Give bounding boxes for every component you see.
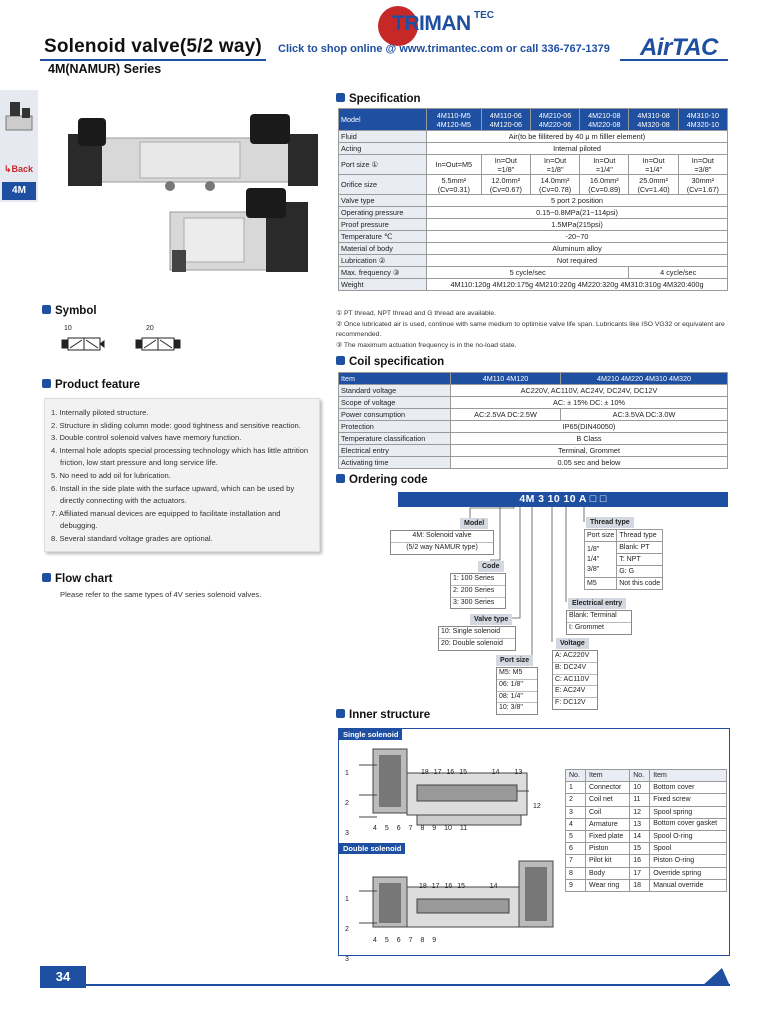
- ordering-label-thread-type: Thread type: [586, 517, 634, 528]
- parts-row: 8 Body 17 Override spring: [566, 867, 727, 879]
- spec-orifice: 14.0mm² (Cv=0.78): [530, 175, 579, 195]
- section-symbol: Symbol: [42, 305, 97, 317]
- coil-value: 0.05 sec and below: [451, 457, 728, 469]
- coil-value: IP65(DIN40050): [451, 421, 728, 433]
- single-solenoid-valve-image: [170, 188, 308, 272]
- thread-row: Port size Thread type: [585, 530, 663, 542]
- section-product-feature: Product feature: [42, 379, 140, 391]
- spec-label: Max. frequency ③: [339, 267, 427, 279]
- spec-label: Temperature ℃: [339, 231, 427, 243]
- feature-item: 7. Affiliated manual devices are equipped to facilitate installation and debugging.: [51, 508, 281, 531]
- spec-model: 4M110-06 4M120-06: [481, 109, 530, 131]
- parts-row: 9 Wear ring 18 Manual override: [566, 879, 727, 891]
- single-top-callouts: 18 17 16 15 14 13: [421, 769, 523, 776]
- spec-weights: [427, 279, 728, 291]
- ordering-option: I: Grommet: [569, 623, 605, 631]
- footnote: ③ The maximum actuation frequency is in the no-load state.: [336, 341, 517, 349]
- spec-row-frequency: [339, 267, 728, 279]
- spec-value: Internal piloted: [427, 143, 728, 155]
- coil-label: Scope of voltage: [339, 397, 451, 409]
- coil-row: [339, 409, 728, 421]
- spec-label: Valve type: [339, 195, 427, 207]
- spec-weight: 4M120:175g: [492, 280, 534, 289]
- spec-row: [339, 195, 728, 207]
- parts-row: 2 Coil net 11 Fixed screw: [566, 794, 727, 806]
- spec-label: Port size ①: [339, 155, 427, 175]
- parts-row: 5 Fixed plate 14 Spool O-ring: [566, 830, 727, 842]
- coil-table: [338, 372, 728, 469]
- page-title: Solenoid valve(5/2 way): [44, 36, 262, 57]
- brand-logo: AirTAC: [640, 34, 718, 61]
- ordering-option: C: AC110V: [553, 675, 597, 687]
- thread-row: M5 Not this code: [585, 578, 663, 590]
- specification-table: [338, 108, 728, 291]
- feature-item: 8. Several standard voltage grades are optional.: [51, 533, 213, 543]
- spec-value: 0.15~0.8MPa(21~114psi): [427, 207, 728, 219]
- ordering-option: E: AC24V: [553, 686, 597, 698]
- spec-port: In=Out =1/8": [530, 155, 579, 175]
- spec-label: Proof pressure: [339, 219, 427, 231]
- spec-value: Air(to be fillitered by 40 μ m filller element): [427, 131, 728, 143]
- spec-row: [339, 231, 728, 243]
- footnote: ① PT thread, NPT thread and G thread are available.: [336, 310, 496, 317]
- logo-text: TRIMAN: [392, 12, 471, 35]
- coil-value: Terminal, Grommet: [451, 445, 728, 457]
- shop-link[interactable]: Click to shop online @ www.trimantec.com or call 336-767-1379: [278, 43, 610, 55]
- inner-structure-panel: [338, 728, 730, 963]
- coil-head: Item: [339, 373, 451, 385]
- ordering-box-port-size: [496, 667, 538, 715]
- spec-value: 5 port 2 position: [427, 195, 728, 207]
- ordering-option: F: DC12V: [555, 699, 586, 707]
- spec-label: Acting: [339, 143, 427, 155]
- single-solenoid-header: Single solenoid: [339, 729, 402, 740]
- spec-model-label: Model: [339, 109, 427, 131]
- spec-row: [339, 255, 728, 267]
- coil-label: Temperature classification: [339, 433, 451, 445]
- ordering-box-electrical-entry: [566, 610, 632, 635]
- spec-weight: 4M210:220g: [535, 280, 576, 289]
- coil-value: AC:3.5VA DC:3.0W: [561, 409, 728, 421]
- valve-thumbnail-icon: [0, 90, 38, 160]
- ordering-label-model: Model: [460, 518, 488, 529]
- footnote: ② Once lubricated air is used, continue with same medium to optimise valve life span. Lubricants like ISO VG32 or equivalent are recommended.: [336, 320, 725, 338]
- spec-row: [339, 219, 728, 231]
- thread-sizes: 1/8" 1/4" 3/8": [585, 542, 617, 578]
- coil-label: Activating time: [339, 457, 451, 469]
- spec-row: [339, 243, 728, 255]
- parts-row: 3 Coil 12 Spool spring: [566, 806, 727, 818]
- spec-port: In=Out=M5: [427, 155, 482, 175]
- section-ordering-code: Ordering code: [336, 474, 428, 486]
- double-bottom-callouts: 4 5 6 7 8 9: [373, 937, 437, 944]
- section-flow-chart: Flow chart: [42, 573, 113, 585]
- double-top-callouts: 18 17 16 15 14: [419, 883, 498, 890]
- spec-value: Not required: [427, 255, 728, 267]
- spec-port: In=Out =1/4": [629, 155, 678, 175]
- coil-label: Power consumption: [339, 409, 451, 421]
- coil-head: 4M210 4M220 4M310 4M320: [561, 373, 728, 385]
- spec-row: [339, 131, 728, 143]
- ordering-option: (5/2 way NAMUR type): [406, 543, 478, 551]
- ordering-option: 10: Single solenoid: [439, 627, 515, 639]
- ordering-box-code: [450, 573, 506, 609]
- spec-weight: 4M220:320g: [577, 280, 619, 289]
- spec-weight: 4M110:120g: [450, 280, 491, 289]
- symbol-double-solenoid: [136, 338, 180, 350]
- spec-orifice: 16.0mm² (Cv=0.89): [580, 175, 629, 195]
- spec-row: [339, 143, 728, 155]
- section-bullet-icon: [42, 573, 51, 582]
- parts-row: 7 Pilot kit 16 Piston O-ring: [566, 855, 727, 867]
- ordering-option: 2: 200 Series: [451, 586, 505, 598]
- spec-label: Fluid: [339, 131, 427, 143]
- coil-row: [339, 385, 728, 397]
- double-solenoid-header: Double solenoid: [339, 843, 405, 854]
- footer-rule: [86, 984, 730, 986]
- feature-item: 1. Internally piloted structure.: [51, 408, 149, 417]
- parts-row: 4 Armature 13 Bottom cover gasket: [566, 818, 727, 830]
- coil-value: B Class: [451, 433, 728, 445]
- spec-orifice: 30mm² (Cv=1.67): [678, 175, 727, 195]
- coil-row: [339, 457, 728, 469]
- coil-header-row: [339, 373, 728, 385]
- airtac-mark-icon: [700, 966, 732, 988]
- spec-orifice: 12.0mm² (Cv=0.67): [481, 175, 530, 195]
- coil-row: [339, 421, 728, 433]
- feature-item: 2. Structure in sliding column mode: good tightness and sensitive reaction.: [51, 420, 301, 430]
- section-bullet-icon: [336, 93, 345, 102]
- parts-row: 6 Piston 15 Spool: [566, 843, 727, 855]
- section-bullet-icon: [336, 474, 345, 483]
- spec-model: 4M210-06 4M220-06: [530, 109, 579, 131]
- coil-label: Protection: [339, 421, 451, 433]
- parts-table: [565, 769, 727, 892]
- series-subtitle: 4M(NAMUR) Series: [48, 62, 162, 76]
- spec-footnotes: [336, 309, 736, 351]
- spec-value: Aluminum alloy: [427, 243, 728, 255]
- single-left-callouts: 1 2 3: [345, 770, 349, 837]
- ordering-option: A: AC220V: [553, 651, 597, 663]
- title-underline: [40, 59, 266, 61]
- ordering-box-valve-type: [438, 626, 516, 651]
- spec-weight: 4M310:310g: [620, 280, 661, 289]
- spec-value: 1.5MPa(215psi): [427, 219, 728, 231]
- thread-row: 1/8" 1/4" 3/8" Blank: PT: [585, 542, 663, 554]
- spec-value: 5 cycle/sec: [427, 267, 629, 279]
- spec-model: 4M310-10 4M320-10: [678, 109, 727, 131]
- page-number: 34: [40, 966, 86, 988]
- parts-header-row: No. Item No. Item: [566, 770, 727, 782]
- section-bullet-icon: [42, 305, 51, 314]
- spec-label: Orifice size: [339, 175, 427, 195]
- double-solenoid-cross-section: [347, 857, 567, 947]
- feature-item: 5. No need to add oil for lubrication.: [51, 470, 171, 480]
- ordering-label-valve-type: Valve type: [470, 614, 512, 625]
- section-bullet-icon: [42, 379, 51, 388]
- coil-head: 4M110 4M120: [451, 373, 561, 385]
- spec-header-row: [339, 109, 728, 131]
- ordering-thread-table: [584, 529, 663, 590]
- double-solenoid-valve-image: [68, 114, 318, 191]
- spec-model: 4M310-08 4M320-08: [629, 109, 678, 131]
- ordering-label-voltage: Voltage: [556, 638, 589, 649]
- ordering-box-model: [390, 530, 494, 555]
- ordering-option: B: DC24V: [553, 663, 597, 675]
- coil-value: AC:2.5VA DC:2.5W: [451, 409, 561, 421]
- thread-row: G: G: [585, 566, 663, 578]
- symbol-label-20: 20: [146, 325, 154, 332]
- symbol-single-solenoid: [62, 338, 104, 350]
- spec-orifice: 5.5mm² (Cv=0.31): [427, 175, 482, 195]
- feature-list: [44, 398, 320, 552]
- back-link[interactable]: ↳Back: [4, 164, 34, 174]
- spec-orifice: 25.0mm² (Cv=1.40): [629, 175, 678, 195]
- section-inner-structure: Inner structure: [336, 709, 430, 721]
- ordering-option: M5: M5: [497, 668, 537, 680]
- spec-row-orifice: [339, 175, 728, 195]
- spec-label: Operating pressure: [339, 207, 427, 219]
- feature-item: 3. Double control solenoid valves have memory function.: [51, 433, 242, 443]
- ordering-option: 06: 1/8": [497, 680, 537, 692]
- side-nav: [0, 90, 38, 202]
- product-photo: [60, 100, 326, 296]
- ordering-option: 3: 300 Series: [453, 598, 495, 606]
- symbol-label-10: 10: [64, 325, 72, 332]
- section-bullet-icon: [336, 356, 345, 365]
- spec-port: In=Out =3/8": [678, 155, 727, 175]
- feature-item: 6. Install in the side plate with the surface upward, which can be used by directly connecting with the actuators.: [51, 483, 295, 506]
- valve-symbol-diagram: [60, 334, 210, 356]
- single-right-callout: 12: [533, 803, 541, 810]
- thread-row: T: NPT: [585, 554, 663, 566]
- section-specification: Specification: [336, 93, 421, 105]
- spec-row-port: [339, 155, 728, 175]
- spec-weight: 4M320:400g: [662, 280, 704, 289]
- double-left-callouts: 1 2 3: [345, 896, 349, 963]
- spec-row: [339, 207, 728, 219]
- spec-row-weight: [339, 279, 728, 291]
- ordering-code-bar: 4M 3 10 10 A □ □: [398, 492, 728, 507]
- spec-model: 4M110-M5 4M120-M5: [427, 109, 482, 131]
- spec-port: In=Out =1/8": [481, 155, 530, 175]
- ordering-box-voltage: [552, 650, 598, 710]
- spec-value: -20~70: [427, 231, 728, 243]
- coil-row: [339, 433, 728, 445]
- coil-label: Electrical entry: [339, 445, 451, 457]
- ordering-label-port-size: Port size: [496, 655, 533, 666]
- ordering-option: 1: 100 Series: [451, 574, 505, 586]
- parts-row: 1 Connector 10 Bottom cover: [566, 782, 727, 794]
- coil-value: AC220V, AC110V, AC24V, DC24V, DC12V: [451, 385, 728, 397]
- spec-label: Lubrication ②: [339, 255, 427, 267]
- coil-value: AC: ± 15% DC: ± 10%: [451, 397, 728, 409]
- ordering-option: 20: Double solenoid: [441, 639, 503, 647]
- flow-chart-text: Please refer to the same types of 4V series solenoid valves.: [60, 590, 262, 599]
- spec-value: 4 cycle/sec: [629, 267, 728, 279]
- feature-item: 4. Internal hole adopts special processing technology which has little attrition friction, low start pressure and long service life.: [51, 445, 309, 468]
- ordering-option: Blank: Terminal: [567, 611, 631, 623]
- spec-port: In=Out =1/4": [580, 155, 629, 175]
- trimantec-logo[interactable]: [378, 6, 508, 40]
- ordering-option: 10: 3/8": [499, 704, 523, 712]
- section-bullet-icon: [336, 709, 345, 718]
- ordering-label-code: Code: [478, 561, 504, 572]
- spec-model: 4M210-08 4M220-08: [580, 109, 629, 131]
- ordering-label-electrical-entry: Electrical entry: [568, 598, 626, 609]
- ordering-option: 08: 1/4": [497, 692, 537, 704]
- coil-row: [339, 445, 728, 457]
- section-coil-specification: Coil specification: [336, 356, 444, 368]
- ordering-option: 4M: Solenoid valve: [391, 531, 493, 543]
- spec-label: Material of body: [339, 243, 427, 255]
- coil-row: [339, 397, 728, 409]
- single-bottom-callouts: 4 5 6 7 8 9 10 11: [373, 825, 468, 832]
- logo-superscript: TEC: [474, 10, 494, 21]
- coil-label: Standard voltage: [339, 385, 451, 397]
- spec-label: Weight: [339, 279, 427, 291]
- nav-item-4m[interactable]: 4M: [2, 182, 36, 200]
